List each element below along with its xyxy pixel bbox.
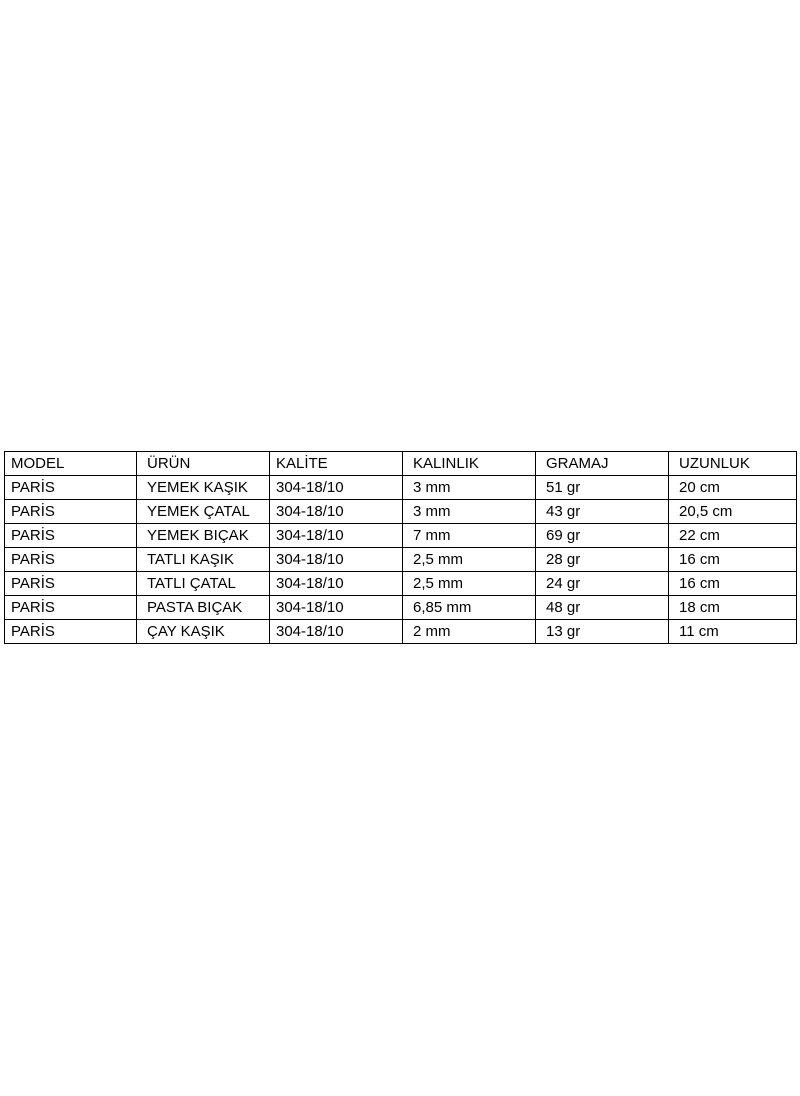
- cell-gramaj: 24 gr: [536, 572, 669, 596]
- column-header-kalite: KALİTE: [270, 452, 403, 476]
- cell-model: PARİS: [5, 572, 137, 596]
- cell-model: PARİS: [5, 500, 137, 524]
- cell-gramaj: 48 gr: [536, 596, 669, 620]
- cell-kalinlik: 7 mm: [403, 524, 536, 548]
- cell-gramaj: 51 gr: [536, 476, 669, 500]
- cell-uzunluk: 16 cm: [669, 572, 797, 596]
- cell-kalite: 304-18/10: [270, 572, 403, 596]
- cell-kalinlik: 2 mm: [403, 620, 536, 644]
- cell-kalinlik: 2,5 mm: [403, 572, 536, 596]
- cell-urun: YEMEK BIÇAK: [137, 524, 270, 548]
- cell-gramaj: 69 gr: [536, 524, 669, 548]
- cell-model: PARİS: [5, 476, 137, 500]
- cell-kalite: 304-18/10: [270, 524, 403, 548]
- cell-uzunluk: 18 cm: [669, 596, 797, 620]
- table-row: [5, 572, 797, 596]
- cell-gramaj: 13 gr: [536, 620, 669, 644]
- cell-uzunluk: 20,5 cm: [669, 500, 797, 524]
- cell-gramaj: 43 gr: [536, 500, 669, 524]
- column-header-gramaj: GRAMAJ: [536, 452, 669, 476]
- column-header-uzunluk: UZUNLUK: [669, 452, 797, 476]
- cell-uzunluk: 20 cm: [669, 476, 797, 500]
- cell-urun: PASTA BIÇAK: [137, 596, 270, 620]
- cell-kalite: 304-18/10: [270, 596, 403, 620]
- product-spec-table: [4, 451, 797, 644]
- column-header-model: MODEL: [5, 452, 137, 476]
- cell-kalinlik: 3 mm: [403, 500, 536, 524]
- cell-model: PARİS: [5, 596, 137, 620]
- cell-uzunluk: 16 cm: [669, 548, 797, 572]
- cell-kalite: 304-18/10: [270, 500, 403, 524]
- cell-kalite: 304-18/10: [270, 548, 403, 572]
- cell-urun: YEMEK ÇATAL: [137, 500, 270, 524]
- table-row: [5, 548, 797, 572]
- table-row: [5, 596, 797, 620]
- cell-gramaj: 28 gr: [536, 548, 669, 572]
- table-header-row: [5, 452, 797, 476]
- cell-uzunluk: 11 cm: [669, 620, 797, 644]
- cell-urun: ÇAY KAŞIK: [137, 620, 270, 644]
- table-row: [5, 524, 797, 548]
- table-row: [5, 500, 797, 524]
- cell-kalinlik: 6,85 mm: [403, 596, 536, 620]
- table-row: [5, 620, 797, 644]
- cell-urun: YEMEK KAŞIK: [137, 476, 270, 500]
- cell-model: PARİS: [5, 620, 137, 644]
- cell-uzunluk: 22 cm: [669, 524, 797, 548]
- cell-kalinlik: 2,5 mm: [403, 548, 536, 572]
- column-header-urun: ÜRÜN: [137, 452, 270, 476]
- cell-urun: TATLI ÇATAL: [137, 572, 270, 596]
- cell-kalite: 304-18/10: [270, 476, 403, 500]
- cell-urun: TATLI KAŞIK: [137, 548, 270, 572]
- cell-model: PARİS: [5, 548, 137, 572]
- column-header-kalinlik: KALINLIK: [403, 452, 536, 476]
- cell-kalite: 304-18/10: [270, 620, 403, 644]
- cell-kalinlik: 3 mm: [403, 476, 536, 500]
- table-row: [5, 476, 797, 500]
- cell-model: PARİS: [5, 524, 137, 548]
